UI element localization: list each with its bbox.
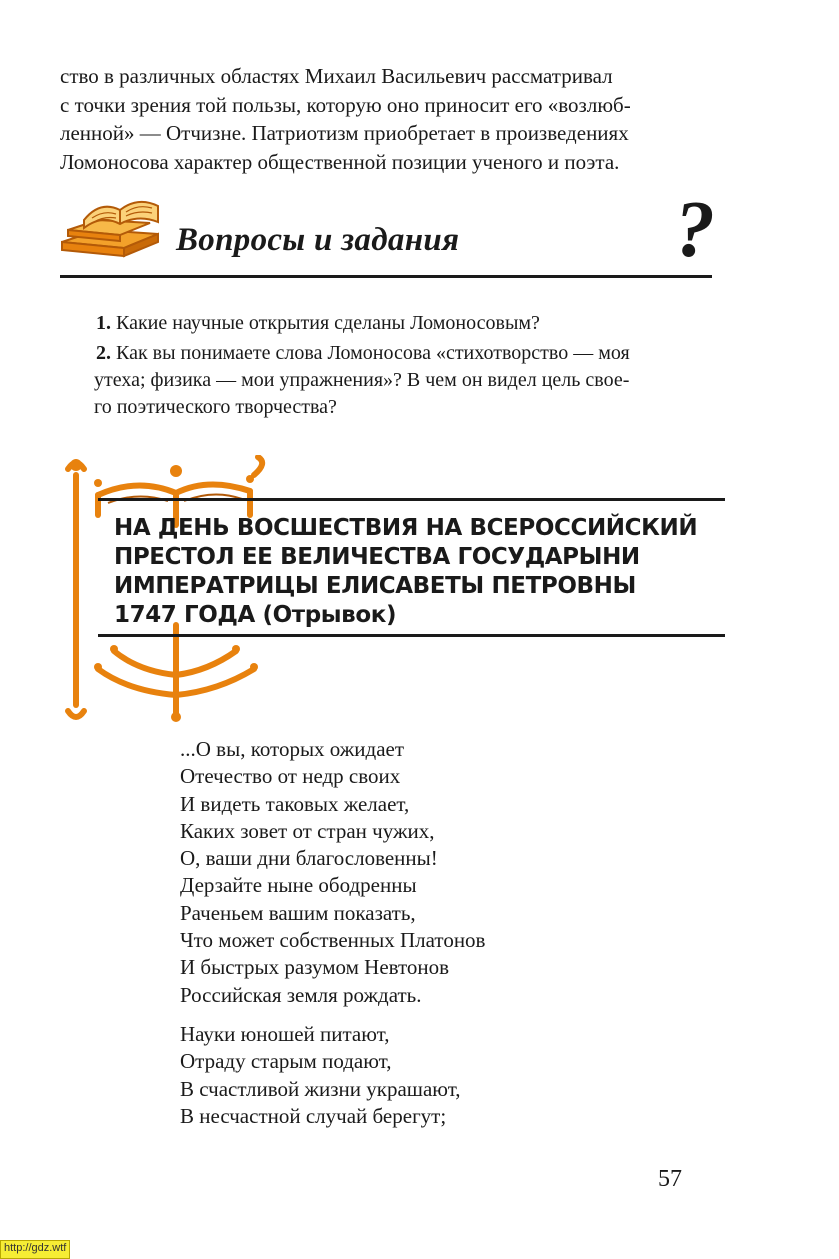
poem-heading-line: 1747 ГОДА (Отрывок)	[114, 602, 397, 628]
intro-paragraph	[60, 62, 718, 176]
poem-line: И видеть таковых желает,	[180, 791, 410, 816]
poem-line: Что может собственных Платонов	[180, 928, 486, 953]
question-text: утеха; физика — мои упражнения»? В чем он видел цель свое-	[94, 369, 630, 391]
question-number: 1.	[96, 312, 111, 334]
heading-rule-top	[98, 498, 725, 501]
intro-line: с точки зрения той пользы, которую оно приносит его «возлюб-	[60, 92, 631, 117]
poem-line: Российская земля рождать.	[180, 982, 422, 1007]
question-number: 2.	[96, 342, 111, 364]
intro-line: ство в различных областях Михаил Васильевич рассматривал	[60, 64, 613, 88]
poem-body	[180, 736, 485, 1142]
section-divider	[60, 275, 712, 278]
heading-rule-bottom	[98, 634, 725, 637]
questions-list	[96, 310, 736, 424]
poem-line: И быстрых разумом Невтонов	[180, 955, 450, 980]
poem-line: В счастливой жизни украшают,	[180, 1076, 461, 1101]
books-icon	[58, 190, 170, 262]
question-mark-icon: ?	[675, 186, 715, 274]
intro-line: ленной» — Отчизне. Патриотизм приобретает в произведениях	[60, 121, 629, 145]
poem-stanza	[180, 1021, 485, 1130]
watermark-link[interactable]: http://gdz.wtf	[0, 1240, 70, 1259]
question-item	[96, 310, 736, 337]
poem-line: Раченьем вашим показать,	[180, 900, 416, 925]
page-number: 57	[658, 1166, 682, 1192]
poem-line: Отраду старым подают,	[180, 1049, 392, 1074]
question-item	[96, 340, 736, 421]
poem-line: О, ваши дни благословенны!	[180, 846, 438, 871]
questions-title: Вопросы и задания	[176, 222, 460, 258]
question-text: Как вы понимаете слова Ломоносова «стихотворство — моя	[116, 342, 630, 364]
poem-line: Дерзайте ныне ободренны	[180, 873, 417, 898]
question-text: го поэтического творчества?	[94, 396, 337, 418]
poem-line: В несчастной случай берегут;	[180, 1103, 447, 1128]
poem-line: Отечество от недр своих	[180, 764, 401, 789]
poem-heading	[114, 514, 714, 630]
question-text: Какие научные открытия сделаны Ломоносовым?	[116, 312, 540, 334]
intro-line: Ломоносова характер общественной позиции ученого и поэта.	[60, 149, 620, 174]
poem-heading-line: ИМПЕРАТРИЦЫ ЕЛИСАВЕТЫ ПЕТРОВНЫ	[114, 573, 636, 599]
poem-line: ...О вы, которых ожидает	[180, 737, 405, 761]
poem-line: Науки юношей питают,	[180, 1021, 390, 1046]
poem-line: Каких зовет от стран чужих,	[180, 818, 435, 843]
poem-stanza	[180, 736, 485, 1009]
poem-heading-line: НА ДЕНЬ ВОСШЕСТВИЯ НА ВСЕРОССИЙСКИЙ	[114, 515, 698, 541]
poem-heading-line: ПРЕСТОЛ ЕЕ ВЕЛИЧЕСТВА ГОСУДАРЫНИ	[114, 544, 640, 570]
